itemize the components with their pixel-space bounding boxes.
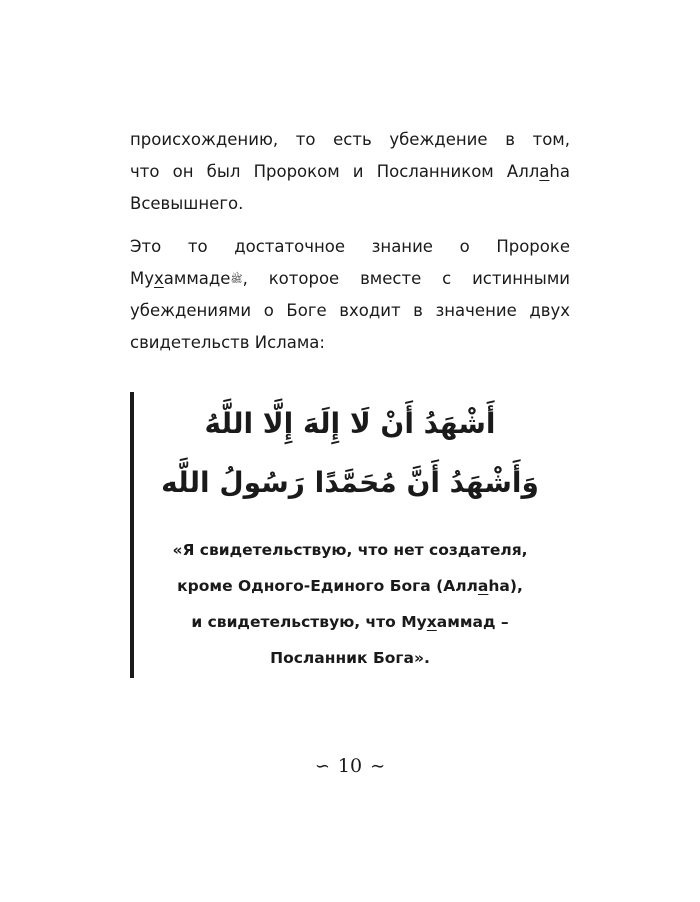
paragraph-1-line-1: происхождению, то есть убеждение в том, [130,130,570,149]
page-footer [0,752,700,781]
shahada-arabic-line-1: أَشْهَدُ أَنْ لَا إِلَهَ إِلَّا اللَّهُ [204,407,496,440]
text-fragment: что он был Пророком и Посланником Алл [130,162,540,181]
paragraph-1-line-2 [130,156,570,188]
paragraph-2-line-1: Это то достаточное знание о Пророке [130,237,570,256]
paragraph-2-line-4: свидетельств Ислама: [130,333,325,352]
salawat-symbol: ﷺ [230,274,243,285]
paragraph-2-line-2 [130,263,570,295]
underlined-letter: а [539,162,550,181]
shahada-arabic-line-2: وَأَشْهَدُ أَنَّ مُحَمَّدًا رَسُولُ اللَّه [161,466,539,499]
underlined-letter: а [477,577,489,595]
text-fragment: , которое вместе с истинными [242,269,570,288]
underlined-letter: х [154,269,164,288]
translation-line-1: «Я свидетельствую, что нет создателя, [172,541,528,559]
paragraph-2 [130,231,570,359]
ornament-left-icon: ∽ [314,756,330,777]
text-fragment: аммад – [436,613,509,631]
text-fragment: Му [130,269,155,288]
paragraph-1 [130,124,570,220]
paragraph-1-line-3: Всевышнего. [130,194,244,213]
text-fragment: hа), [488,577,523,595]
underlined-letter: х [426,613,437,631]
translation-line-4: Посланник Бога». [270,649,430,667]
quote-vertical-bar [130,392,134,678]
text-fragment: hа [549,162,570,181]
text-fragment: аммаде [163,269,231,288]
translation-line-2 [150,568,550,604]
page-number: 10 [337,755,363,777]
paragraph-2-line-3: убеждениями о Боге входит в значение двух [130,301,570,320]
text-fragment: кроме Одного-Единого Бога (Алл [177,577,478,595]
shahada-translation [150,532,550,676]
ornament-right-icon: ∼ [370,756,386,777]
text-fragment: и свидетельствую, что Му [191,613,427,631]
translation-line-3 [150,604,550,640]
